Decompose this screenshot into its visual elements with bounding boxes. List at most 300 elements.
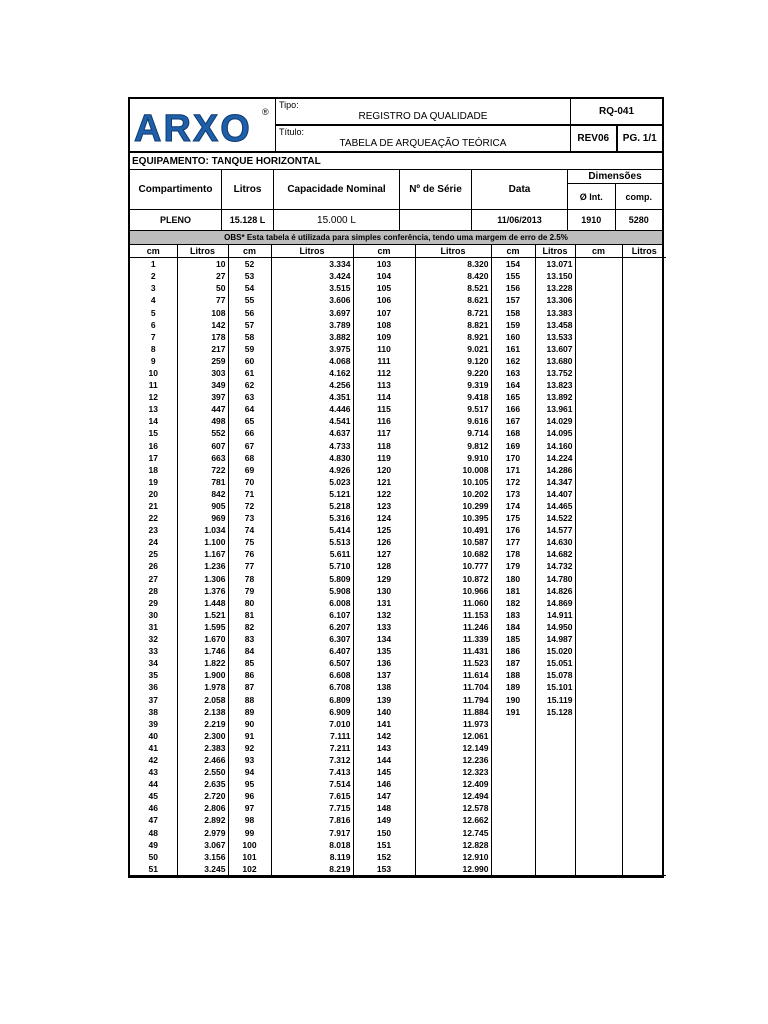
cm-cell: 109 (353, 331, 415, 343)
cm-cell: 67 (228, 440, 271, 452)
litros-cell: 10.872 (415, 573, 491, 585)
litros-cell: 12.236 (415, 754, 491, 766)
litros-cell: 14.630 (535, 536, 575, 548)
litros-cell (622, 718, 666, 730)
table-header-cell: Litros (622, 245, 666, 258)
litros-cell (622, 500, 666, 512)
litros-cell: 6.008 (271, 597, 353, 609)
cm-cell: 117 (353, 427, 415, 439)
litros-cell: 13.228 (535, 282, 575, 294)
cm-cell (575, 609, 622, 621)
cm-cell: 85 (228, 657, 271, 669)
cm-cell: 51 (130, 863, 177, 876)
table-header-cell: Litros (415, 245, 491, 258)
cm-cell: 13 (130, 403, 177, 415)
litros-cell (535, 766, 575, 778)
litros-cell: 11.060 (415, 597, 491, 609)
litros-cell: 6.107 (271, 609, 353, 621)
litros-cell: 2.892 (177, 814, 228, 826)
litros-cell: 905 (177, 500, 228, 512)
cm-cell: 11 (130, 379, 177, 391)
cm-cell: 54 (228, 282, 271, 294)
litros-cell: 4.446 (271, 403, 353, 415)
cm-cell: 20 (130, 488, 177, 500)
litros-cell (622, 306, 666, 318)
cm-cell (575, 754, 622, 766)
cm-cell (575, 306, 622, 318)
cm-cell: 49 (130, 839, 177, 851)
litros-cell: 5.908 (271, 585, 353, 597)
registered-mark: ® (262, 107, 269, 117)
litros-cell: 7.917 (271, 827, 353, 839)
cm-cell: 96 (228, 790, 271, 802)
cm-cell (491, 730, 535, 742)
litros-cell: 1.236 (177, 560, 228, 572)
cm-cell: 18 (130, 464, 177, 476)
litros-cell (622, 270, 666, 282)
cm-cell: 39 (130, 718, 177, 730)
cm-cell (575, 488, 622, 500)
cm-cell: 53 (228, 270, 271, 282)
cm-cell: 150 (353, 827, 415, 839)
litros-cell: 12.323 (415, 766, 491, 778)
litros-cell: 5.513 (271, 536, 353, 548)
table-header-cell: cm (353, 245, 415, 258)
litros-cell: 8.821 (415, 319, 491, 331)
cm-cell: 190 (491, 693, 535, 705)
litros-cell: 1.822 (177, 657, 228, 669)
litros-cell: 14.029 (535, 415, 575, 427)
cm-cell: 69 (228, 464, 271, 476)
litros-cell: 7.816 (271, 814, 353, 826)
litros-cell: 4.162 (271, 367, 353, 379)
litros-cell: 11.431 (415, 645, 491, 657)
litros-cell: 781 (177, 476, 228, 488)
cm-cell: 5 (130, 306, 177, 318)
litros-cell: 10.491 (415, 524, 491, 536)
litros-cell (622, 367, 666, 379)
cm-cell: 179 (491, 560, 535, 572)
litros-cell: 12.990 (415, 863, 491, 876)
cm-cell: 56 (228, 306, 271, 318)
table-row (130, 718, 666, 730)
litros-cell: 3.334 (271, 258, 353, 271)
litros-cell: 6.608 (271, 669, 353, 681)
table-header-cell: Litros (177, 245, 228, 258)
cm-cell (575, 331, 622, 343)
cm-cell (575, 512, 622, 524)
cm-cell: 28 (130, 585, 177, 597)
cm-cell: 33 (130, 645, 177, 657)
cm-cell: 130 (353, 585, 415, 597)
litros-cell: 5.316 (271, 512, 353, 524)
comp-header: comp. (625, 191, 652, 202)
litros-cell (622, 585, 666, 597)
table-row (130, 512, 666, 524)
litros-cell: 1.746 (177, 645, 228, 657)
litros-cell: 11.704 (415, 681, 491, 693)
cm-cell: 44 (130, 778, 177, 790)
cm-cell: 128 (353, 560, 415, 572)
cm-cell: 93 (228, 754, 271, 766)
table-row (130, 524, 666, 536)
cm-cell (575, 524, 622, 536)
litros-cell: 1.167 (177, 548, 228, 560)
litros-cell: 178 (177, 331, 228, 343)
cm-cell: 59 (228, 343, 271, 355)
litros-cell: 4.926 (271, 464, 353, 476)
doc-code: RQ-041 (598, 106, 634, 117)
table-row (130, 452, 666, 464)
cm-cell (575, 718, 622, 730)
table-row (130, 258, 666, 271)
data-value: 11/06/2013 (497, 215, 542, 225)
litros-cell (622, 827, 666, 839)
litros-cell: 1.100 (177, 536, 228, 548)
cm-cell: 137 (353, 669, 415, 681)
litros-cell: 4.541 (271, 415, 353, 427)
cm-cell (491, 851, 535, 863)
cm-cell: 106 (353, 294, 415, 306)
cm-cell: 27 (130, 573, 177, 585)
cm-cell (575, 427, 622, 439)
capacidade-col (274, 170, 400, 230)
litros-cell: 15.101 (535, 681, 575, 693)
litros-cell: 2.300 (177, 730, 228, 742)
cm-cell: 87 (228, 681, 271, 693)
litros-cell: 11.973 (415, 718, 491, 730)
litros-cell (535, 754, 575, 766)
cm-cell: 60 (228, 355, 271, 367)
table-row (130, 657, 666, 669)
litros-cell (622, 839, 666, 851)
cm-cell (575, 645, 622, 657)
cm-cell: 83 (228, 633, 271, 645)
litros-cell: 3.156 (177, 851, 228, 863)
cm-cell: 16 (130, 440, 177, 452)
table-header-cell: cm (575, 245, 622, 258)
cm-cell: 127 (353, 548, 415, 560)
cm-cell: 146 (353, 778, 415, 790)
litros-cell: 12.494 (415, 790, 491, 802)
table-row (130, 766, 666, 778)
litros-cell: 8.721 (415, 306, 491, 318)
table-row (130, 827, 666, 839)
cm-cell: 167 (491, 415, 535, 427)
table-row (130, 669, 666, 681)
cm-cell: 112 (353, 367, 415, 379)
table-row (130, 403, 666, 415)
document-sheet (128, 97, 664, 878)
litros-cell: 8.921 (415, 331, 491, 343)
cm-cell: 122 (353, 488, 415, 500)
cm-cell: 24 (130, 536, 177, 548)
cm-cell (575, 778, 622, 790)
cm-cell (575, 270, 622, 282)
litros-cell (622, 609, 666, 621)
cm-cell: 177 (491, 536, 535, 548)
cm-cell (491, 718, 535, 730)
cm-cell: 90 (228, 718, 271, 730)
table-row (130, 681, 666, 693)
table-row (130, 754, 666, 766)
cm-cell: 22 (130, 512, 177, 524)
litros-cell: 6.809 (271, 693, 353, 705)
cm-cell: 134 (353, 633, 415, 645)
litros-cell: 1.376 (177, 585, 228, 597)
cm-cell: 91 (228, 730, 271, 742)
litros-col (222, 170, 274, 230)
litros-header: Litros (222, 170, 273, 210)
cm-cell (575, 282, 622, 294)
cm-cell: 170 (491, 452, 535, 464)
cm-cell: 34 (130, 657, 177, 669)
litros-cell: 11.153 (415, 609, 491, 621)
table-row (130, 343, 666, 355)
cm-cell: 168 (491, 427, 535, 439)
calibration-table (130, 245, 666, 876)
litros-cell: 14.224 (535, 452, 575, 464)
table-row (130, 355, 666, 367)
cm-cell (575, 355, 622, 367)
litros-cell: 6.708 (271, 681, 353, 693)
table-row (130, 319, 666, 331)
table-row (130, 851, 666, 863)
litros-cell: 259 (177, 355, 228, 367)
tipo-box (276, 99, 570, 124)
litros-cell: 9.812 (415, 440, 491, 452)
cm-cell: 55 (228, 294, 271, 306)
litros-cell (622, 681, 666, 693)
litros-cell: 77 (177, 294, 228, 306)
table-row (130, 585, 666, 597)
litros-cell: 2.979 (177, 827, 228, 839)
litros-cell: 5.414 (271, 524, 353, 536)
cm-cell (575, 343, 622, 355)
cm-cell (575, 452, 622, 464)
litros-cell (622, 633, 666, 645)
litros-cell: 3.245 (177, 863, 228, 876)
cm-cell: 175 (491, 512, 535, 524)
cm-cell (575, 258, 622, 271)
cm-cell (575, 802, 622, 814)
cm-cell: 74 (228, 524, 271, 536)
cm-cell: 126 (353, 536, 415, 548)
litros-cell: 14.160 (535, 440, 575, 452)
compartimento-value: PLENO (159, 215, 191, 225)
cm-cell (575, 367, 622, 379)
litros-cell (622, 488, 666, 500)
litros-cell (622, 403, 666, 415)
cm-cell: 136 (353, 657, 415, 669)
cm-cell: 144 (353, 754, 415, 766)
litros-cell: 1.034 (177, 524, 228, 536)
litros-cell (622, 802, 666, 814)
litros-cell: 5.218 (271, 500, 353, 512)
cm-cell: 97 (228, 802, 271, 814)
litros-cell: 27 (177, 270, 228, 282)
cm-cell: 155 (491, 270, 535, 282)
litros-cell (622, 621, 666, 633)
litros-cell: 14.950 (535, 621, 575, 633)
litros-cell: 12.061 (415, 730, 491, 742)
table-row (130, 863, 666, 876)
litros-cell: 14.732 (535, 560, 575, 572)
cm-cell: 185 (491, 633, 535, 645)
litros-cell: 1.306 (177, 573, 228, 585)
litros-cell: 6.909 (271, 706, 353, 718)
litros-cell (622, 730, 666, 742)
litros-cell: 5.023 (271, 476, 353, 488)
page-number: PG. 1/1 (622, 133, 657, 144)
cm-cell (575, 560, 622, 572)
cm-cell (575, 585, 622, 597)
table-header-cell: cm (130, 245, 177, 258)
litros-cell: 10 (177, 258, 228, 271)
litros-cell (622, 258, 666, 271)
cm-cell: 23 (130, 524, 177, 536)
cm-cell: 181 (491, 585, 535, 597)
cm-cell: 7 (130, 331, 177, 343)
titulo-label: Título: (279, 127, 305, 137)
litros-cell: 10.395 (415, 512, 491, 524)
cm-cell: 118 (353, 440, 415, 452)
table-row (130, 621, 666, 633)
cm-cell: 105 (353, 282, 415, 294)
litros-cell: 13.533 (535, 331, 575, 343)
cm-cell: 157 (491, 294, 535, 306)
table-row (130, 464, 666, 476)
table-row (130, 560, 666, 572)
cm-cell: 45 (130, 790, 177, 802)
cm-cell: 139 (353, 693, 415, 705)
litros-cell: 14.780 (535, 573, 575, 585)
cm-cell: 152 (353, 851, 415, 863)
table-row (130, 331, 666, 343)
cm-cell: 143 (353, 742, 415, 754)
litros-cell: 14.522 (535, 512, 575, 524)
titulo-value: TABELA DE ARQUEAÇÃO TEÓRICA (339, 138, 507, 149)
cm-cell: 10 (130, 367, 177, 379)
serie-value (400, 210, 471, 230)
litros-cell: 2.806 (177, 802, 228, 814)
litros-cell (622, 790, 666, 802)
litros-cell: 7.514 (271, 778, 353, 790)
cm-cell (575, 536, 622, 548)
litros-cell: 15.020 (535, 645, 575, 657)
litros-cell: 1.448 (177, 597, 228, 609)
litros-cell: 7.010 (271, 718, 353, 730)
cm-cell (575, 597, 622, 609)
litros-cell (622, 355, 666, 367)
litros-cell: 8.621 (415, 294, 491, 306)
table-row (130, 742, 666, 754)
cm-cell (491, 778, 535, 790)
table-row (130, 488, 666, 500)
litros-cell (622, 754, 666, 766)
cm-cell: 75 (228, 536, 271, 548)
litros-cell: 498 (177, 415, 228, 427)
cm-cell: 94 (228, 766, 271, 778)
cm-cell: 26 (130, 560, 177, 572)
table-row (130, 778, 666, 790)
litros-cell: 5.809 (271, 573, 353, 585)
cm-cell: 89 (228, 706, 271, 718)
litros-cell: 11.794 (415, 693, 491, 705)
cm-cell: 111 (353, 355, 415, 367)
litros-cell: 2.550 (177, 766, 228, 778)
cm-cell (491, 742, 535, 754)
litros-cell (535, 827, 575, 839)
litros-cell (535, 718, 575, 730)
litros-cell (622, 282, 666, 294)
litros-cell (535, 863, 575, 876)
cm-cell (491, 839, 535, 851)
litros-cell: 11.339 (415, 633, 491, 645)
cm-cell (575, 476, 622, 488)
table-row (130, 645, 666, 657)
litros-cell (535, 730, 575, 742)
litros-cell (622, 645, 666, 657)
cm-cell: 188 (491, 669, 535, 681)
arxo-logo (132, 105, 272, 149)
cm-cell: 162 (491, 355, 535, 367)
cm-cell: 76 (228, 548, 271, 560)
cm-cell (575, 827, 622, 839)
litros-cell: 9.120 (415, 355, 491, 367)
cm-cell: 120 (353, 464, 415, 476)
litros-cell: 10.105 (415, 476, 491, 488)
dimensoes-col (568, 170, 662, 230)
litros-cell: 13.752 (535, 367, 575, 379)
cm-cell (491, 863, 535, 876)
litros-cell (622, 464, 666, 476)
litros-cell: 108 (177, 306, 228, 318)
litros-cell: 3.067 (177, 839, 228, 851)
cm-cell: 148 (353, 802, 415, 814)
litros-cell: 969 (177, 512, 228, 524)
cm-cell: 124 (353, 512, 415, 524)
litros-cell: 15.051 (535, 657, 575, 669)
cm-cell: 186 (491, 645, 535, 657)
cm-cell: 73 (228, 512, 271, 524)
litros-cell (622, 863, 666, 876)
cm-cell (575, 440, 622, 452)
cm-cell: 154 (491, 258, 535, 271)
litros-cell (622, 379, 666, 391)
cm-cell: 57 (228, 319, 271, 331)
data-header: Data (472, 170, 567, 210)
doc-code-box (571, 99, 662, 124)
cm-cell: 166 (491, 403, 535, 415)
cm-cell: 176 (491, 524, 535, 536)
cm-cell: 165 (491, 391, 535, 403)
litros-cell: 14.869 (535, 597, 575, 609)
litros-cell (535, 814, 575, 826)
cm-cell: 38 (130, 706, 177, 718)
cm-cell: 92 (228, 742, 271, 754)
litros-cell (622, 597, 666, 609)
header-row (130, 99, 662, 153)
litros-cell: 14.826 (535, 585, 575, 597)
cm-cell: 66 (228, 427, 271, 439)
data-col (472, 170, 568, 230)
cm-cell (575, 621, 622, 633)
title-cell (276, 99, 571, 151)
litros-cell: 14.911 (535, 609, 575, 621)
cm-cell: 110 (353, 343, 415, 355)
litros-cell (622, 657, 666, 669)
